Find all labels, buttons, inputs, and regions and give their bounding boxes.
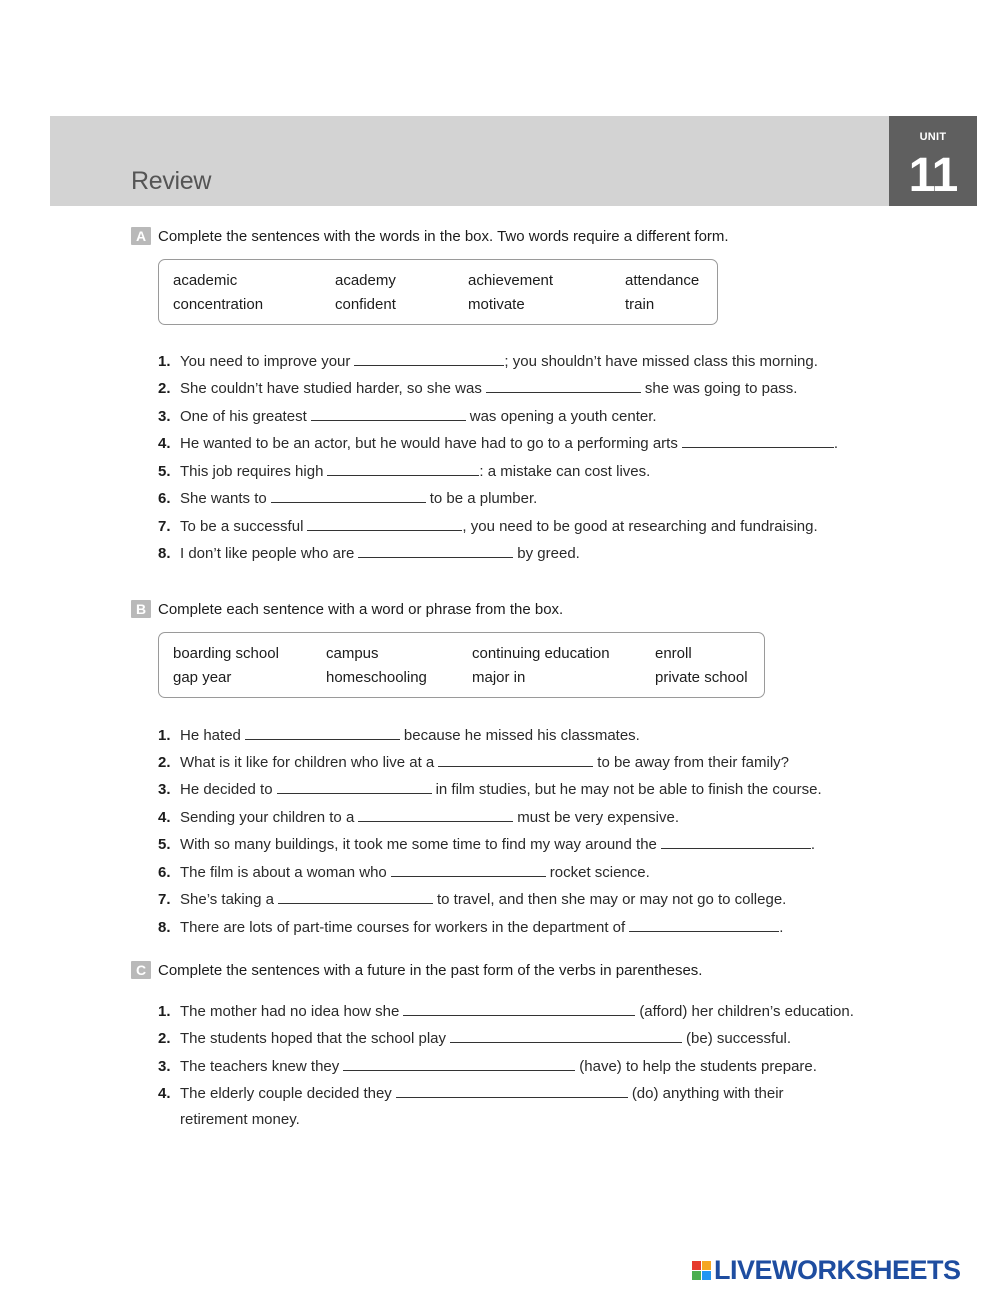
word-box-item: attendance: [625, 272, 700, 289]
answer-blank[interactable]: [307, 516, 462, 531]
answer-blank[interactable]: [278, 889, 433, 904]
exercise-item-continuation: retirement money.: [180, 1111, 300, 1128]
answer-blank[interactable]: [277, 779, 432, 794]
exercise-item: 3. One of his greatest was opening a youth center.: [158, 408, 657, 425]
answer-blank[interactable]: [629, 917, 779, 932]
exercise-item: 5. With so many buildings, it took me some time to find my way around the .: [158, 836, 816, 853]
answer-blank[interactable]: [354, 351, 504, 366]
exercise-item: 2. What is it like for children who live at a to be away from their family?: [158, 754, 790, 771]
unit-label: UNIT: [919, 131, 947, 143]
answer-blank[interactable]: [403, 1001, 635, 1016]
section-a-instruction: Complete the sentences with the words in the box. Two words require a different form.: [158, 227, 729, 245]
exercise-item: 4. He wanted to be an actor, but he would have had to go to a performing arts .: [158, 435, 838, 452]
unit-badge: [889, 116, 977, 206]
section-b-badge: B: [131, 600, 151, 618]
answer-blank[interactable]: [343, 1056, 575, 1071]
word-box-item: train: [625, 296, 655, 313]
answer-blank[interactable]: [271, 488, 426, 503]
word-box-item: concentration: [173, 296, 264, 313]
exercise-item: 6. She wants to to be a plumber.: [158, 490, 538, 507]
exercise-item: 8. I don’t like people who are by greed.: [158, 545, 580, 562]
exercise-item: 4. The elderly couple decided they (do) anything with their: [158, 1085, 784, 1102]
word-box-item: academic: [173, 272, 238, 289]
answer-blank[interactable]: [486, 378, 641, 393]
logo-text: LIVEWORKSHEETS: [714, 1255, 961, 1285]
answer-blank[interactable]: [682, 433, 834, 448]
section-a-header: [131, 227, 729, 245]
page-title: Review: [131, 167, 212, 195]
exercise-item: 6. The film is about a woman who rocket science.: [158, 864, 650, 881]
word-box-item: continuing education: [472, 645, 610, 662]
exercise-item: 3. The teachers knew they (have) to help the students prepare.: [158, 1058, 817, 1075]
section-c-badge: C: [131, 961, 151, 979]
answer-blank[interactable]: [396, 1083, 628, 1098]
logo-grid-icon: [692, 1261, 711, 1280]
answer-blank[interactable]: [245, 725, 400, 740]
section-b-word-box: [158, 632, 765, 698]
exercise-item: 4. Sending your children to a must be very expensive.: [158, 809, 680, 826]
logo-tile: [702, 1261, 711, 1270]
word-box-item: private school: [655, 669, 748, 686]
word-box-item: confident: [335, 296, 396, 313]
answer-blank[interactable]: [391, 862, 546, 877]
logo-tile: [692, 1271, 701, 1280]
exercise-item: 8. There are lots of part-time courses for workers in the department of .: [158, 919, 784, 936]
word-box-item: motivate: [468, 296, 525, 313]
exercise-item: 3. He decided to in film studies, but he may not be able to finish the course.: [158, 781, 822, 798]
answer-blank[interactable]: [450, 1028, 682, 1043]
word-box-item: gap year: [173, 669, 232, 686]
section-c-instruction: Complete the sentences with a future in the past form of the verbs in parentheses.: [158, 961, 703, 979]
exercise-item: 1. The mother had no idea how she (afford) her children’s education.: [158, 1003, 854, 1020]
logo-tile: [702, 1271, 711, 1280]
unit-number: 11: [908, 149, 958, 202]
liveworksheets-logo: [692, 1255, 961, 1286]
word-box-item: enroll: [655, 645, 692, 662]
exercise-item: 1. He hated because he missed his classmates.: [158, 727, 640, 744]
exercise-item: 7. She’s taking a to travel, and then she may or may not go to college.: [158, 891, 787, 908]
section-a-word-box: [158, 259, 718, 325]
logo-tile: [692, 1261, 701, 1270]
section-b-instruction: Complete each sentence with a word or phrase from the box.: [158, 600, 564, 618]
answer-blank[interactable]: [438, 752, 593, 767]
word-box-item: major in: [472, 669, 526, 686]
exercise-item: 5. This job requires high : a mistake can cost lives.: [158, 463, 651, 480]
answer-blank[interactable]: [311, 406, 466, 421]
answer-blank[interactable]: [358, 543, 513, 558]
word-box-item: academy: [335, 272, 396, 289]
section-b-header: [131, 600, 563, 618]
exercise-item: 1. You need to improve your ; you shouldn’t have missed class this morning.: [158, 353, 818, 370]
exercise-item: 2. The students hoped that the school play (be) successful.: [158, 1030, 792, 1047]
word-box-item: achievement: [468, 272, 554, 289]
answer-blank[interactable]: [358, 807, 513, 822]
exercise-item: 7. To be a successful , you need to be good at researching and fundraising.: [158, 518, 818, 535]
section-c-header: [131, 961, 702, 979]
answer-blank[interactable]: [327, 461, 479, 476]
answer-blank[interactable]: [661, 834, 811, 849]
word-box-item: homeschooling: [326, 669, 427, 686]
word-box-item: campus: [326, 645, 379, 662]
word-box-item: boarding school: [173, 645, 279, 662]
section-a-badge: A: [131, 227, 151, 245]
exercise-item: 2. She couldn’t have studied harder, so she was she was going to pass.: [158, 380, 798, 397]
